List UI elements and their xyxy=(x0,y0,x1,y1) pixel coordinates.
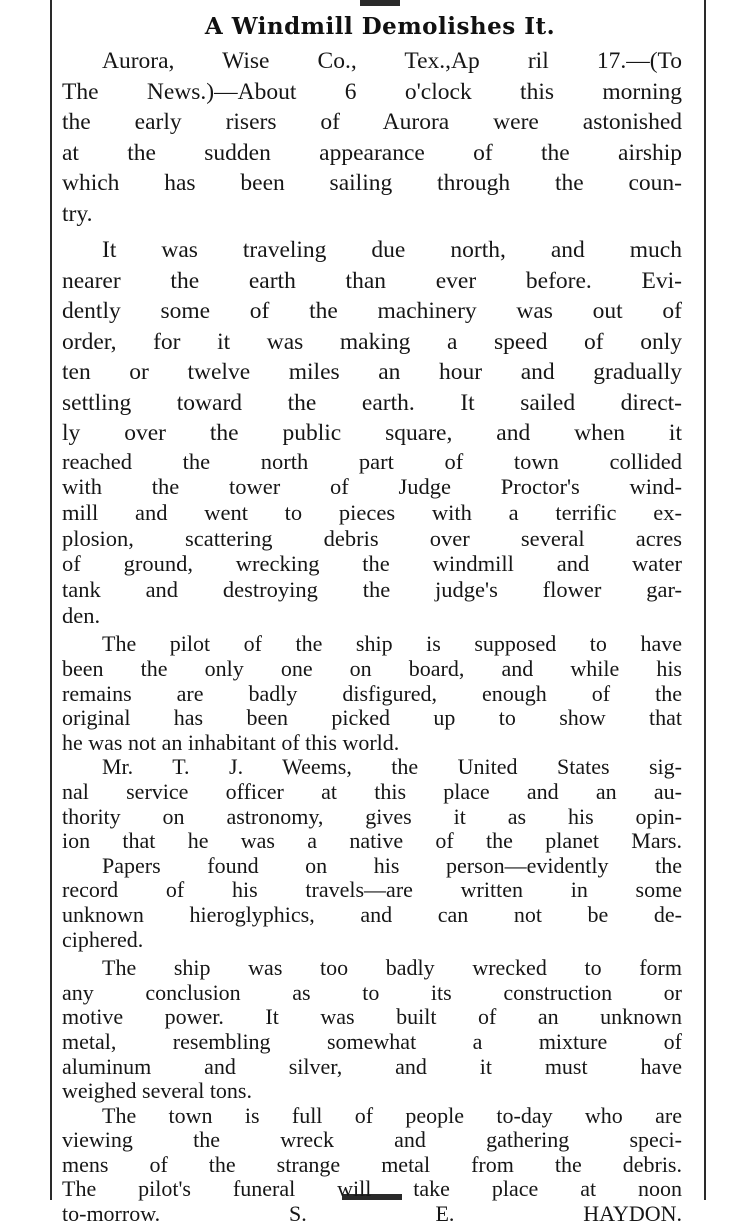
text-line: nearer the earth than ever before. Evi- xyxy=(62,267,682,294)
text-line: The News.)—About 6 o'clock this morning xyxy=(62,78,682,105)
closing-text: to-morrow. xyxy=(62,1201,161,1227)
text-line: Aurora, Wise Co., Tex.,Ap ril 17.—(To xyxy=(102,48,682,74)
text-line: ten or twelve miles an hour and gradually xyxy=(62,359,682,385)
text-line: Papers found on his person—evidently the xyxy=(102,852,682,878)
text-line: metal, resembling somewhat a mixture of xyxy=(62,1028,682,1054)
text-line: The town is full of people to-day who are xyxy=(102,1102,682,1128)
text-line: den. xyxy=(62,602,101,628)
text-line: mens of the strange metal from the debris. xyxy=(62,1151,682,1177)
article-headline: A Windmill Demolishes It. xyxy=(204,13,556,40)
closing-line xyxy=(62,1202,682,1227)
text-line: ion that he was a native of the planet Mars. xyxy=(62,828,682,854)
text-line: weighed several tons. xyxy=(62,1078,252,1104)
text-line: he was not an inhabitant of this world. xyxy=(62,729,400,755)
paragraph-traveling xyxy=(62,235,682,449)
text-line: been the only one on board, and while his xyxy=(62,656,682,682)
text-line: mill and went to pieces with a terrific ex- xyxy=(62,499,682,525)
text-line: which has been sailing through the coun- xyxy=(62,170,682,196)
column-rule-right xyxy=(704,0,706,1200)
text-line: unknown hieroglyphics, and can not be de- xyxy=(62,901,682,927)
column-rule-left xyxy=(50,0,52,1200)
text-line: nal service officer at this place and an au- xyxy=(62,778,682,804)
text-line: Mr. T. J. Weems, the United States sig- xyxy=(102,754,682,780)
text-line: aluminum and silver, and it must have xyxy=(62,1053,682,1079)
author-signature: S. E. HAYDON. xyxy=(288,1201,682,1227)
text-line: the early risers of Aurora were astonished xyxy=(62,109,682,135)
paragraph-dateline xyxy=(62,46,682,229)
text-line: ly over the public square, and when it xyxy=(62,420,682,446)
text-line: thority on astronomy, gives it as his opin- xyxy=(62,803,682,829)
text-line: The pilot of the ship is supposed to have xyxy=(102,631,682,657)
paragraph-traveling-cont xyxy=(62,449,682,629)
text-line: order, for it was making a speed of only xyxy=(62,328,682,355)
text-line: viewing the wreck and gathering speci- xyxy=(62,1127,682,1153)
text-line: plosion, scattering debris over several acres xyxy=(62,525,682,551)
text-line: with the tower of Judge Proctor's wind- xyxy=(62,474,682,500)
text-line: motive power. It was built of an unknown xyxy=(62,1004,682,1030)
text-line: tank and destroying the judge's flower gar- xyxy=(62,577,682,603)
text-line: record of his travels—are written in some xyxy=(62,877,682,903)
text-line: of ground, wrecking the windmill and water xyxy=(62,551,682,577)
paragraph-town xyxy=(62,1104,682,1227)
paragraph-pilot xyxy=(62,632,682,755)
text-line: original has been picked up to show that xyxy=(62,705,682,731)
text-line: try. xyxy=(62,200,93,227)
article-body xyxy=(62,46,682,1227)
text-line: settling toward the earth. It sailed direct- xyxy=(62,389,682,416)
text-line: remains are badly disfigured, enough of the xyxy=(62,680,682,706)
top-separator-mark xyxy=(360,0,400,6)
paragraph-papers xyxy=(62,854,682,952)
text-line: reached the north part of town collided xyxy=(62,448,682,474)
text-line: ciphered. xyxy=(62,926,144,952)
text-line: It was traveling due north, and much xyxy=(102,237,682,263)
text-line: The pilot's funeral will take place at noon xyxy=(62,1176,682,1202)
paragraph-ship xyxy=(62,956,682,1104)
text-line: The ship was too badly wrecked to form xyxy=(102,955,682,981)
text-line: any conclusion as to its construction or xyxy=(62,979,682,1005)
text-line: at the sudden appearance of the airship xyxy=(62,139,682,166)
text-line: dently some of the machinery was out of xyxy=(62,298,682,324)
paragraph-weems xyxy=(62,755,682,853)
